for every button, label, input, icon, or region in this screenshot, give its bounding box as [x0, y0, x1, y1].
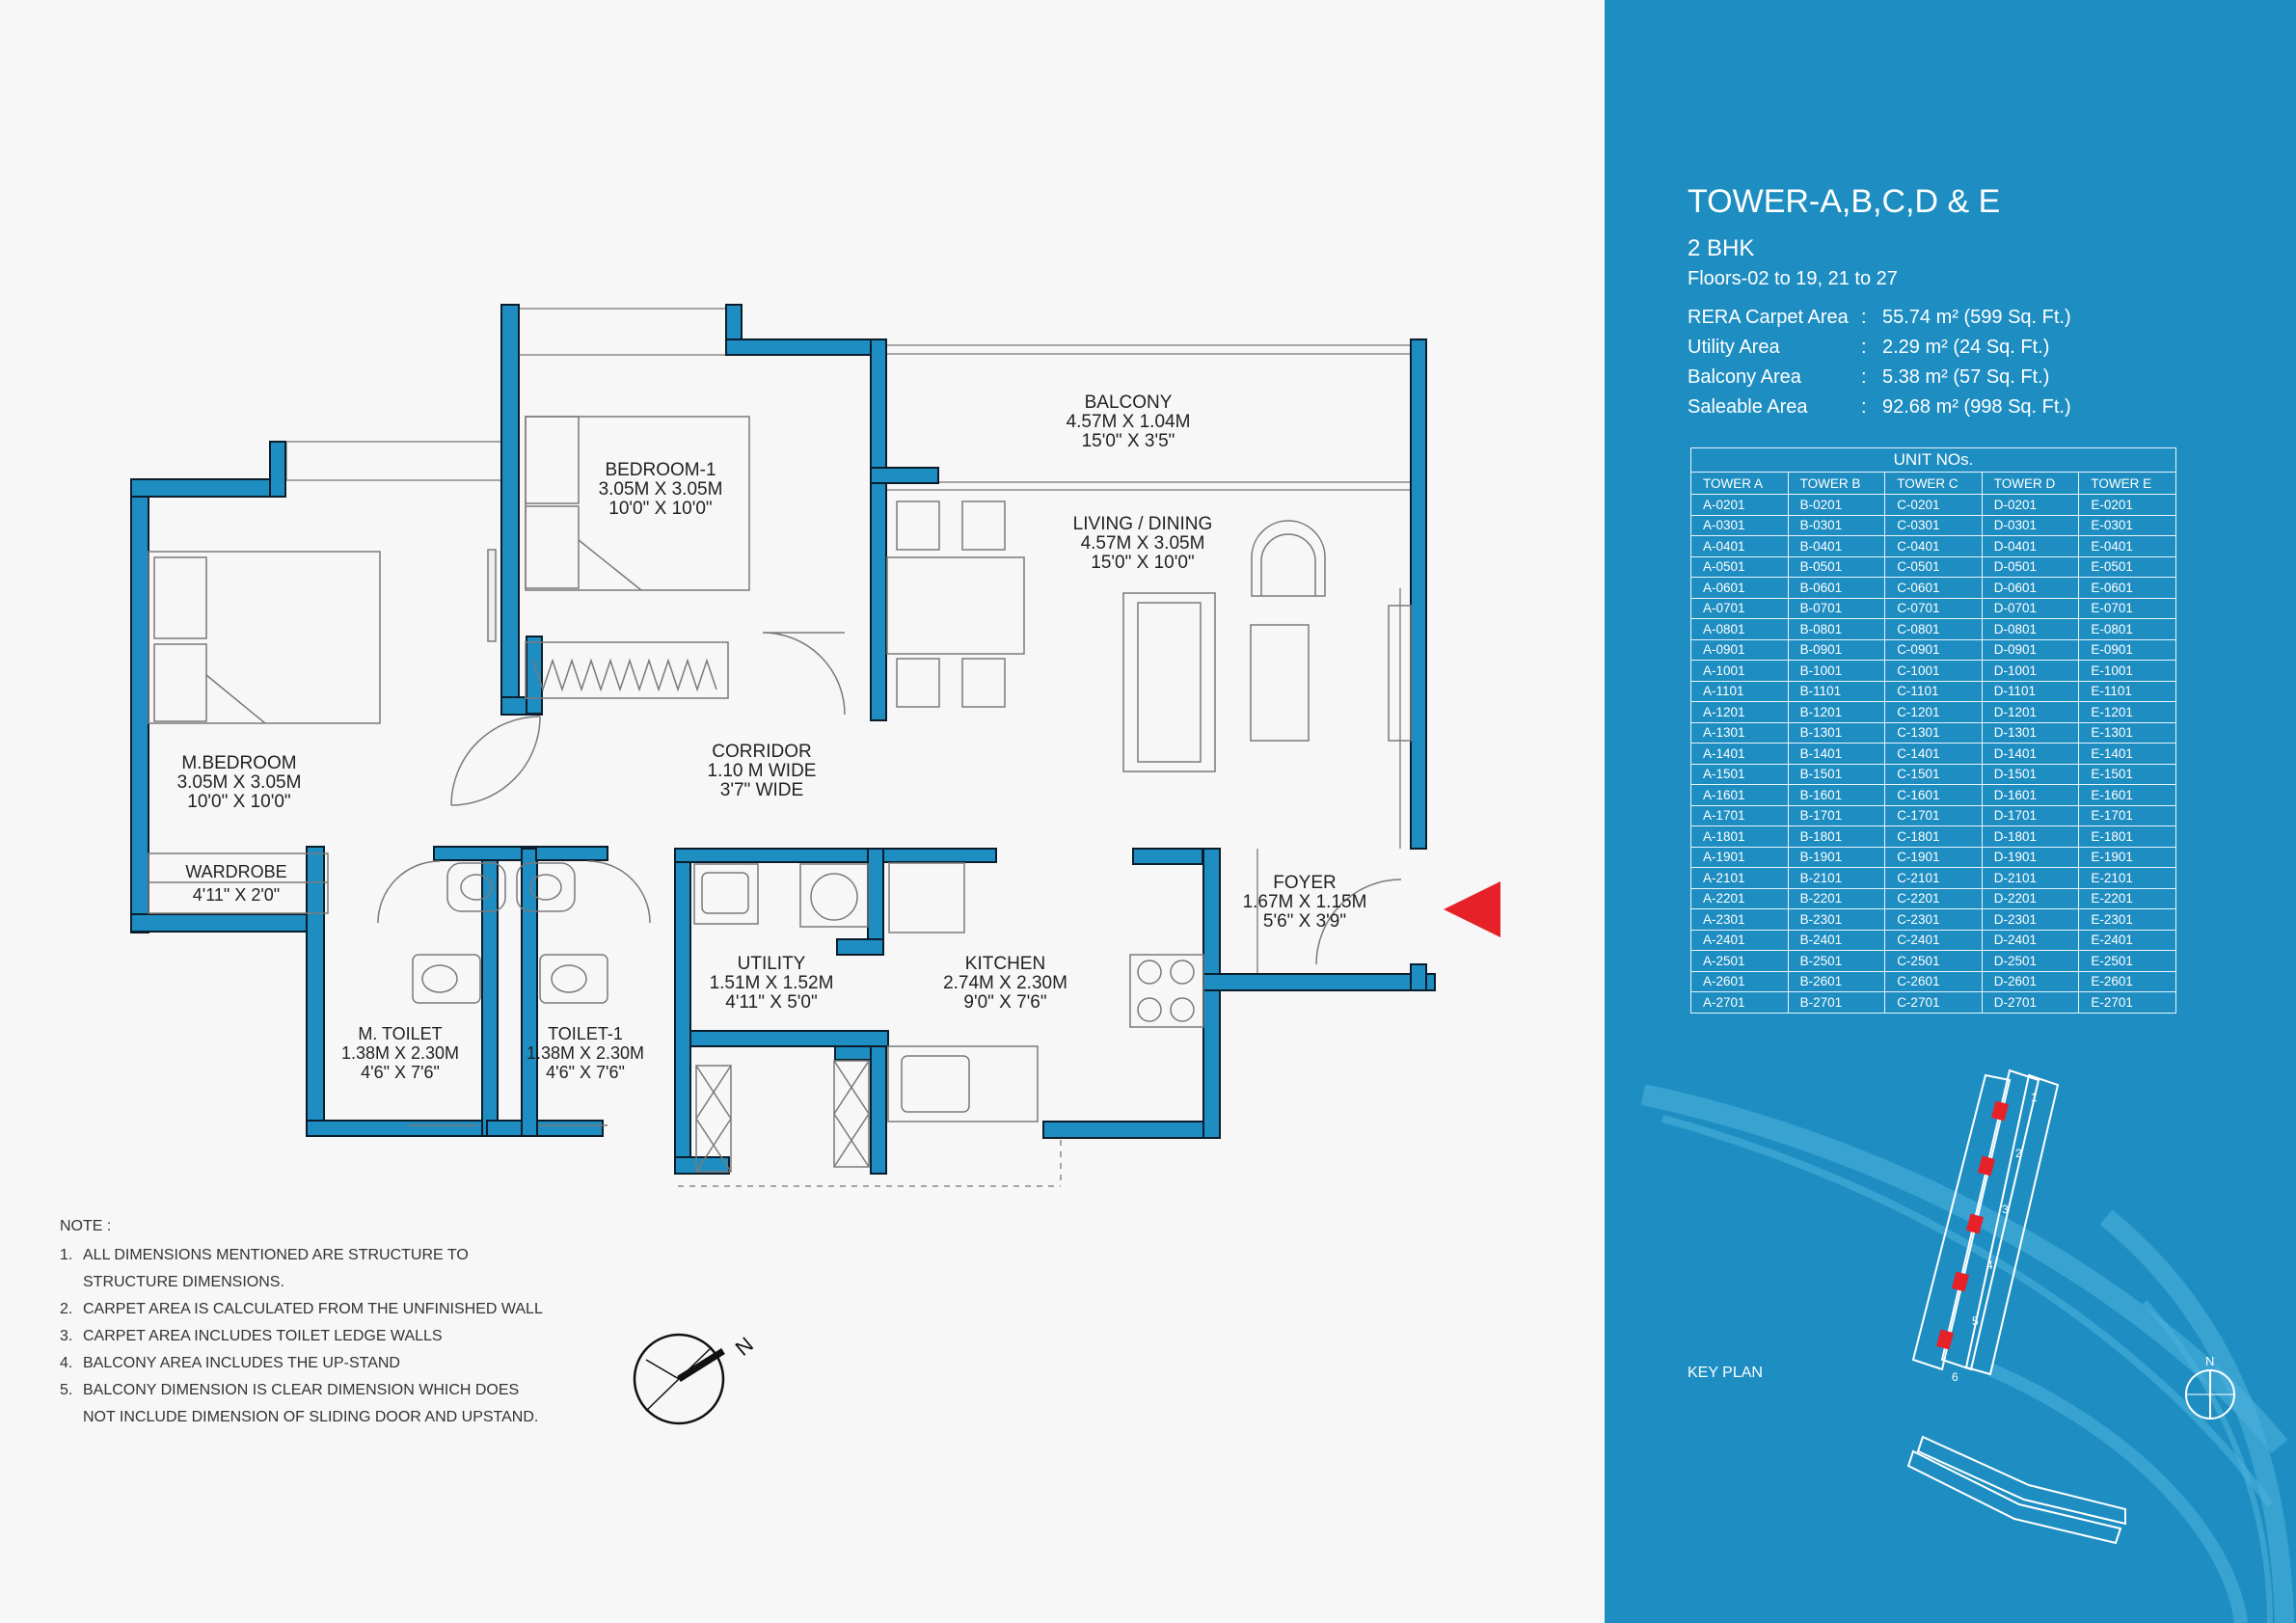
unit-number-cell: D-2201 — [1982, 888, 2079, 909]
unit-number-cell: E-0901 — [2079, 639, 2176, 661]
unit-number-cell: A-2601 — [1691, 971, 1789, 992]
table-row — [1691, 515, 2176, 536]
unit-number-cell: A-2701 — [1691, 992, 1789, 1014]
unit-number-cell: D-0801 — [1982, 619, 2079, 640]
area-row-utility: Utility Area : 2.29 m² (24 Sq. Ft.) — [1688, 337, 2050, 358]
unit-number-cell: C-2101 — [1885, 868, 1983, 889]
table-row — [1691, 702, 2176, 723]
unit-number-cell: C-1001 — [1885, 661, 1983, 682]
unit-number-cell: B-1401 — [1788, 744, 1885, 765]
unit-number-cell: D-1501 — [1982, 764, 2079, 785]
unit-number-cell: A-2401 — [1691, 930, 1789, 951]
unit-number-cell: A-1601 — [1691, 785, 1789, 806]
unit-number-cell: D-2701 — [1982, 992, 2079, 1014]
unit-number-cell: B-2701 — [1788, 992, 1885, 1014]
table-row — [1691, 785, 2176, 806]
unit-number-cell: D-0501 — [1982, 556, 2079, 578]
unit-number-cell: B-0301 — [1788, 515, 1885, 536]
unit-table-header: TOWER C — [1885, 473, 1983, 495]
unit-table-caption: UNIT NOs. — [1691, 448, 2176, 473]
unit-number-cell: B-0901 — [1788, 639, 1885, 661]
unit-number-cell: C-1801 — [1885, 826, 1983, 848]
unit-number-cell: E-0501 — [2079, 556, 2176, 578]
unit-number-cell: B-1101 — [1788, 681, 1885, 702]
unit-number-cell: E-1201 — [2079, 702, 2176, 723]
unit-number-cell: A-1501 — [1691, 764, 1789, 785]
unit-number-cell: E-2201 — [2079, 888, 2176, 909]
unit-number-cell: D-0401 — [1982, 536, 2079, 557]
table-row — [1691, 847, 2176, 868]
unit-number-cell: C-0301 — [1885, 515, 1983, 536]
unit-number-cell: E-0701 — [2079, 598, 2176, 619]
unit-number-cell: C-1901 — [1885, 847, 1983, 868]
unit-number-cell: E-2701 — [2079, 992, 2176, 1014]
unit-number-cell: A-0301 — [1691, 515, 1789, 536]
unit-number-cell: C-1701 — [1885, 805, 1983, 826]
unit-number-cell: E-2101 — [2079, 868, 2176, 889]
room-label-utility: UTILITY 1.51M X 1.52M 4'11" X 5'0" — [709, 954, 834, 1013]
unit-number-cell: A-2301 — [1691, 909, 1789, 931]
unit-number-cell: D-0301 — [1982, 515, 2079, 536]
room-label-mtoilet: M. TOILET 1.38M X 2.30M 4'6" X 7'6" — [340, 1024, 460, 1082]
unit-number-cell: A-0401 — [1691, 536, 1789, 557]
unit-number-cell: E-1601 — [2079, 785, 2176, 806]
svg-text:1: 1 — [2031, 1091, 2038, 1104]
unit-table-body — [1691, 495, 2176, 1014]
svg-text:2: 2 — [2015, 1147, 2022, 1160]
unit-number-cell: C-1101 — [1885, 681, 1983, 702]
unit-number-cell: A-1901 — [1691, 847, 1789, 868]
room-label-bedroom1: BEDROOM-1 3.05M X 3.05M 10'0" X 10'0" — [598, 460, 723, 519]
unit-number-cell: A-0201 — [1691, 495, 1789, 516]
key-plan-label: KEY PLAN — [1688, 1365, 1763, 1381]
unit-number-cell: E-1301 — [2079, 722, 2176, 744]
unit-number-cell: D-0901 — [1982, 639, 2079, 661]
unit-number-cell: A-2501 — [1691, 951, 1789, 972]
unit-number-cell: C-0501 — [1885, 556, 1983, 578]
unit-number-cell: B-2401 — [1788, 930, 1885, 951]
table-row — [1691, 951, 2176, 972]
unit-number-cell: D-2401 — [1982, 930, 2079, 951]
unit-number-cell: C-2701 — [1885, 992, 1983, 1014]
unit-number-cell: E-2301 — [2079, 909, 2176, 931]
unit-number-cell: B-1001 — [1788, 661, 1885, 682]
table-row — [1691, 930, 2176, 951]
unit-number-cell: B-1801 — [1788, 826, 1885, 848]
unit-number-cell: C-2501 — [1885, 951, 1983, 972]
key-plan-north-label: N — [2205, 1354, 2215, 1368]
unit-number-cell: C-1301 — [1885, 722, 1983, 744]
unit-number-cell: B-1201 — [1788, 702, 1885, 723]
unit-table-header: TOWER D — [1982, 473, 2079, 495]
room-label-mbedroom: M.BEDROOM 3.05M X 3.05M 10'0" X 10'0" — [176, 753, 302, 812]
room-label-corridor: CORRIDOR 1.10 M WIDE 3'7" WIDE — [707, 742, 817, 800]
table-row — [1691, 661, 2176, 682]
unit-number-cell: C-0901 — [1885, 639, 1983, 661]
unit-number-cell: B-1301 — [1788, 722, 1885, 744]
table-row — [1691, 909, 2176, 931]
unit-table-header: TOWER A — [1691, 473, 1789, 495]
unit-number-cell: E-0601 — [2079, 578, 2176, 599]
unit-number-cell: D-1201 — [1982, 702, 2079, 723]
unit-number-cell: C-1601 — [1885, 785, 1983, 806]
unit-number-cell: B-1701 — [1788, 805, 1885, 826]
table-row — [1691, 639, 2176, 661]
unit-number-cell: B-2501 — [1788, 951, 1885, 972]
unit-number-cell: C-0701 — [1885, 598, 1983, 619]
area-row-carpet: RERA Carpet Area : 55.74 m² (599 Sq. Ft.) — [1688, 307, 2071, 328]
unit-number-cell: D-1801 — [1982, 826, 2079, 848]
unit-number-cell: B-0801 — [1788, 619, 1885, 640]
unit-number-cell: E-0301 — [2079, 515, 2176, 536]
unit-number-cell: B-0601 — [1788, 578, 1885, 599]
svg-text:6: 6 — [1952, 1370, 1958, 1384]
unit-number-cell: B-0701 — [1788, 598, 1885, 619]
note-item: 3. CARPET AREA INCLUDES TOILET LEDGE WALLS — [60, 1328, 443, 1344]
unit-number-cell: E-1501 — [2079, 764, 2176, 785]
unit-number-cell: C-2301 — [1885, 909, 1983, 931]
unit-number-cell: D-1301 — [1982, 722, 2079, 744]
note-item: 5. BALCONY DIMENSION IS CLEAR DIMENSION WHICH DOES — [60, 1382, 520, 1398]
table-row — [1691, 805, 2176, 826]
table-row — [1691, 971, 2176, 992]
tower-title: TOWER-A,B,C,D & E — [1688, 183, 2001, 220]
unit-number-cell: D-1101 — [1982, 681, 2079, 702]
unit-number-cell: E-0801 — [2079, 619, 2176, 640]
unit-table-header-row — [1691, 473, 2176, 495]
area-row-saleable: Saleable Area : 92.68 m² (998 Sq. Ft.) — [1688, 396, 2071, 418]
room-label-wardrobe: WARDROBE 4'11" X 2'0" — [185, 862, 287, 905]
unit-number-cell: B-2101 — [1788, 868, 1885, 889]
unit-number-cell: A-0801 — [1691, 619, 1789, 640]
unit-number-cell: C-2401 — [1885, 930, 1983, 951]
unit-number-cell: D-0601 — [1982, 578, 2079, 599]
bedroom1-sliding-door-outline — [519, 309, 726, 355]
svg-text:3: 3 — [2002, 1203, 2009, 1216]
floors-info: Floors-02 to 19, 21 to 27 — [1688, 268, 1898, 289]
unit-number-cell: D-2101 — [1982, 868, 2079, 889]
unit-number-cell: A-1001 — [1691, 661, 1789, 682]
unit-number-cell: E-1901 — [2079, 847, 2176, 868]
unit-number-cell: C-0801 — [1885, 619, 1983, 640]
unit-number-cell: C-2201 — [1885, 888, 1983, 909]
unit-number-cell: D-0701 — [1982, 598, 2079, 619]
notes — [60, 1213, 543, 1431]
note-item: 4. BALCONY AREA INCLUDES THE UP-STAND — [60, 1355, 400, 1371]
table-row — [1691, 536, 2176, 557]
unit-number-cell: A-2201 — [1691, 888, 1789, 909]
table-row — [1691, 868, 2176, 889]
unit-number-cell: A-0501 — [1691, 556, 1789, 578]
table-row — [1691, 744, 2176, 765]
unit-number-cell: A-1101 — [1691, 681, 1789, 702]
unit-number-cell: B-0201 — [1788, 495, 1885, 516]
unit-number-cell: E-1401 — [2079, 744, 2176, 765]
unit-number-cell: C-0601 — [1885, 578, 1983, 599]
table-row — [1691, 556, 2176, 578]
note-item-cont: STRUCTURE DIMENSIONS. — [83, 1274, 284, 1290]
unit-number-cell: E-0401 — [2079, 536, 2176, 557]
unit-number-cell: D-1401 — [1982, 744, 2079, 765]
table-row — [1691, 764, 2176, 785]
note-item: 1. ALL DIMENSIONS MENTIONED ARE STRUCTURE TO — [60, 1247, 469, 1263]
compass — [635, 1335, 723, 1423]
unit-number-cell: D-2501 — [1982, 951, 2079, 972]
unit-number-cell: A-1801 — [1691, 826, 1789, 848]
unit-number-cell: D-1901 — [1982, 847, 2079, 868]
unit-numbers-table — [1690, 447, 2176, 1014]
table-row — [1691, 722, 2176, 744]
unit-number-cell: D-1601 — [1982, 785, 2079, 806]
unit-number-cell: B-0501 — [1788, 556, 1885, 578]
unit-number-cell: C-1201 — [1885, 702, 1983, 723]
walls — [131, 305, 1435, 1174]
unit-number-cell: E-1101 — [2079, 681, 2176, 702]
note-item: 2. CARPET AREA IS CALCULATED FROM THE UNFINISHED WALL — [60, 1301, 543, 1317]
table-row — [1691, 888, 2176, 909]
unit-number-cell: B-0401 — [1788, 536, 1885, 557]
unit-number-cell: E-2501 — [2079, 951, 2176, 972]
unit-number-cell: A-1201 — [1691, 702, 1789, 723]
unit-number-cell: C-1401 — [1885, 744, 1983, 765]
info-panel — [1605, 0, 2296, 1623]
unit-number-cell: A-1701 — [1691, 805, 1789, 826]
unit-number-cell: C-0201 — [1885, 495, 1983, 516]
unit-number-cell: A-0601 — [1691, 578, 1789, 599]
mbedroom-balcony-ledge — [286, 442, 506, 480]
note-item-cont: NOT INCLUDE DIMENSION OF SLIDING DOOR AND UPSTAND. — [83, 1409, 539, 1425]
table-row — [1691, 578, 2176, 599]
unit-number-cell: A-1301 — [1691, 722, 1789, 744]
unit-type: 2 BHK — [1688, 235, 1755, 261]
unit-number-cell: E-1701 — [2079, 805, 2176, 826]
unit-number-cell: D-1701 — [1982, 805, 2079, 826]
table-row — [1691, 992, 2176, 1014]
unit-number-cell: E-1801 — [2079, 826, 2176, 848]
unit-number-cell: B-2301 — [1788, 909, 1885, 931]
table-row — [1691, 598, 2176, 619]
unit-number-cell: B-2201 — [1788, 888, 1885, 909]
unit-number-cell: E-1001 — [2079, 661, 2176, 682]
unit-number-cell: B-1601 — [1788, 785, 1885, 806]
key-plan-lower-building — [1908, 1437, 2125, 1543]
table-row — [1691, 619, 2176, 640]
svg-text:5: 5 — [1972, 1314, 1979, 1328]
area-row-balcony: Balcony Area : 5.38 m² (57 Sq. Ft.) — [1688, 366, 2050, 388]
unit-number-cell: A-0701 — [1691, 598, 1789, 619]
notes-title: NOTE : — [60, 1218, 112, 1234]
room-label-kitchen: KITCHEN 2.74M X 2.30M 9'0" X 7'6" — [943, 954, 1067, 1013]
entry-marker — [1444, 881, 1500, 937]
unit-number-cell: A-1401 — [1691, 744, 1789, 765]
unit-number-cell: A-0901 — [1691, 639, 1789, 661]
unit-number-cell: D-0201 — [1982, 495, 2079, 516]
unit-number-cell: D-2601 — [1982, 971, 2079, 992]
unit-number-cell: E-2401 — [2079, 930, 2176, 951]
unit-number-cell: C-2601 — [1885, 971, 1983, 992]
unit-number-cell: B-2601 — [1788, 971, 1885, 992]
unit-number-cell: B-1501 — [1788, 764, 1885, 785]
compass-north-label: N — [730, 1332, 758, 1361]
unit-number-cell: E-2601 — [2079, 971, 2176, 992]
unit-number-cell: D-1001 — [1982, 661, 2079, 682]
room-label-living: LIVING / DINING 4.57M X 3.05M 15'0" X 10'0" — [1072, 514, 1213, 573]
unit-number-cell: D-2301 — [1982, 909, 2079, 931]
unit-number-cell: A-2101 — [1691, 868, 1789, 889]
unit-number-cell: C-0401 — [1885, 536, 1983, 557]
table-row — [1691, 826, 2176, 848]
room-label-toilet1: TOILET-1 1.38M X 2.30M 4'6" X 7'6" — [526, 1024, 645, 1082]
unit-number-cell: C-1501 — [1885, 764, 1983, 785]
unit-number-cell: B-1901 — [1788, 847, 1885, 868]
room-label-foyer: FOYER 1.67M X 1.15M 5'6" X 3'9" — [1242, 873, 1367, 932]
unit-table-header: TOWER E — [2079, 473, 2176, 495]
table-row — [1691, 681, 2176, 702]
unit-number-cell: E-0201 — [2079, 495, 2176, 516]
unit-table-header: TOWER B — [1788, 473, 1885, 495]
svg-text:4: 4 — [1986, 1258, 1993, 1272]
room-label-balcony: BALCONY 4.57M X 1.04M 15'0" X 3'5" — [1066, 392, 1191, 451]
table-row — [1691, 495, 2176, 516]
